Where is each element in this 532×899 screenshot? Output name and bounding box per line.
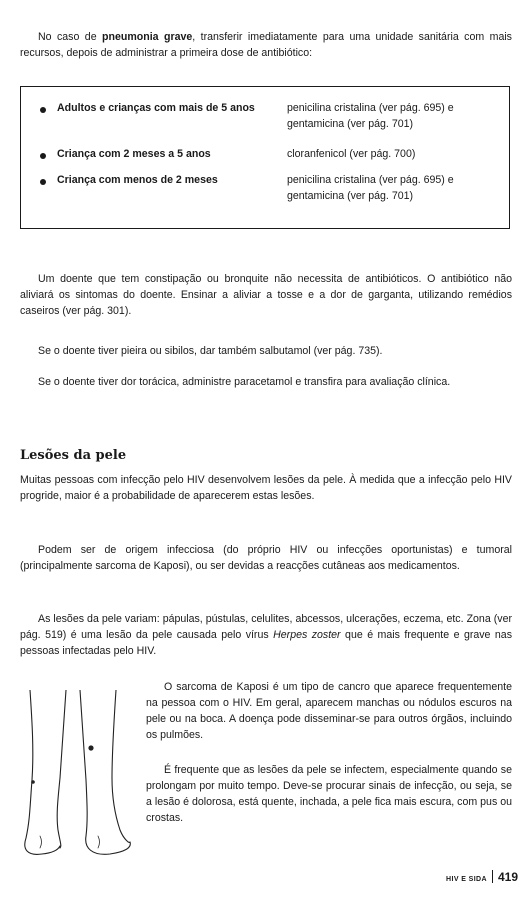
patient-group: Criança com 2 meses a 5 anos (57, 148, 211, 160)
bullet-icon (40, 153, 46, 159)
treatment: penicilina cristalina (ver pág. 695) e gentamicina (ver pág. 701) (287, 174, 454, 202)
chest-pain-paragraph: Se o doente tiver dor torácica, administre paracetamol e transfira para avaliação clínica. (38, 376, 451, 388)
lesions-paragraph: As lesões da pele variam: pápulas, pústulas, celulites, abcessos, ulcerações, eczema, etc. Zona (ver pág. 519) é uma lesão da pele causada pelo vírus Herpes zoster que é mais frequente e grave nas pessoas infectadas pelo HIV. (20, 613, 512, 657)
origin-paragraph: Podem ser de origem infecciosa (do próprio HIV ou infecções oportunistas) e tumoral (principalmente sarcoma de Kaposi), ou ser devidas a reacções cutâneas aos medicamentos. (20, 544, 512, 572)
bullet-icon (40, 179, 46, 185)
kaposi-paragraph: O sarcoma de Kaposi é um tipo de cancro que aparece frequentemente na pessoa com o HIV. Em geral, aparecem manchas ou nódulos escuros na pele ou na boca. A doença pode disseminar-se para outros órgãos, incluindo os pulmões. (146, 681, 512, 741)
patient-group: Adultos e crianças com mais de 5 anos (57, 102, 255, 114)
treatment: cloranfenicol (ver pág. 700) (287, 148, 416, 160)
page-footer (446, 868, 518, 887)
antibiotic-table (20, 86, 510, 229)
intro-paragraph: No caso de pneumonia grave, transferir imediatamente para uma unidade sanitária com mais recursos, depois de administrar a primeira dose de antibiótico: (20, 31, 512, 59)
treatment: penicilina cristalina (ver pág. 695) e gentamicina (ver pág. 701) (287, 102, 454, 130)
hiv-skin-paragraph: Muitas pessoas com infecção pelo HIV desenvolvem lesões da pele. À medida que a infecção pelo HIV progride, maior é a probabilidade de aparecerem estas lesões. (20, 474, 512, 502)
constipation-paragraph: Um doente que tem constipação ou bronquite não necessita de antibióticos. O antibiótico não aliviará os sintomas do doente. Ensinar a aliviar a tosse e a dor de garganta, utilizando remédios caseiros (ver pág. 301). (20, 273, 512, 317)
section-title: Lesões da pele (20, 448, 127, 463)
intro-bold: pneumonia grave (102, 31, 193, 43)
wheezing-paragraph: Se o doente tiver pieira ou sibilos, dar também salbutamol (ver pág. 735). (38, 345, 383, 357)
legs-illustration (20, 690, 148, 860)
page-number: 419 (497, 870, 518, 884)
infection-paragraph: É frequente que as lesões da pele se infectem, especialmente quando se prolongam por muito tempo. Deve-se procurar sinais de infecção, ou seja, se a lesão é dolorosa, está quente, inchada, a pele fica mais escura, com pus ou crostas. (146, 764, 512, 824)
bullet-icon (40, 107, 46, 113)
lesion-spot-icon (88, 745, 93, 750)
footer-section: HIV E SIDA (446, 876, 487, 883)
patient-group: Criança com menos de 2 meses (57, 174, 218, 186)
virus-name: Herpes zoster (273, 628, 341, 641)
lesion-spot-icon (31, 780, 35, 784)
footer-divider (492, 870, 493, 883)
